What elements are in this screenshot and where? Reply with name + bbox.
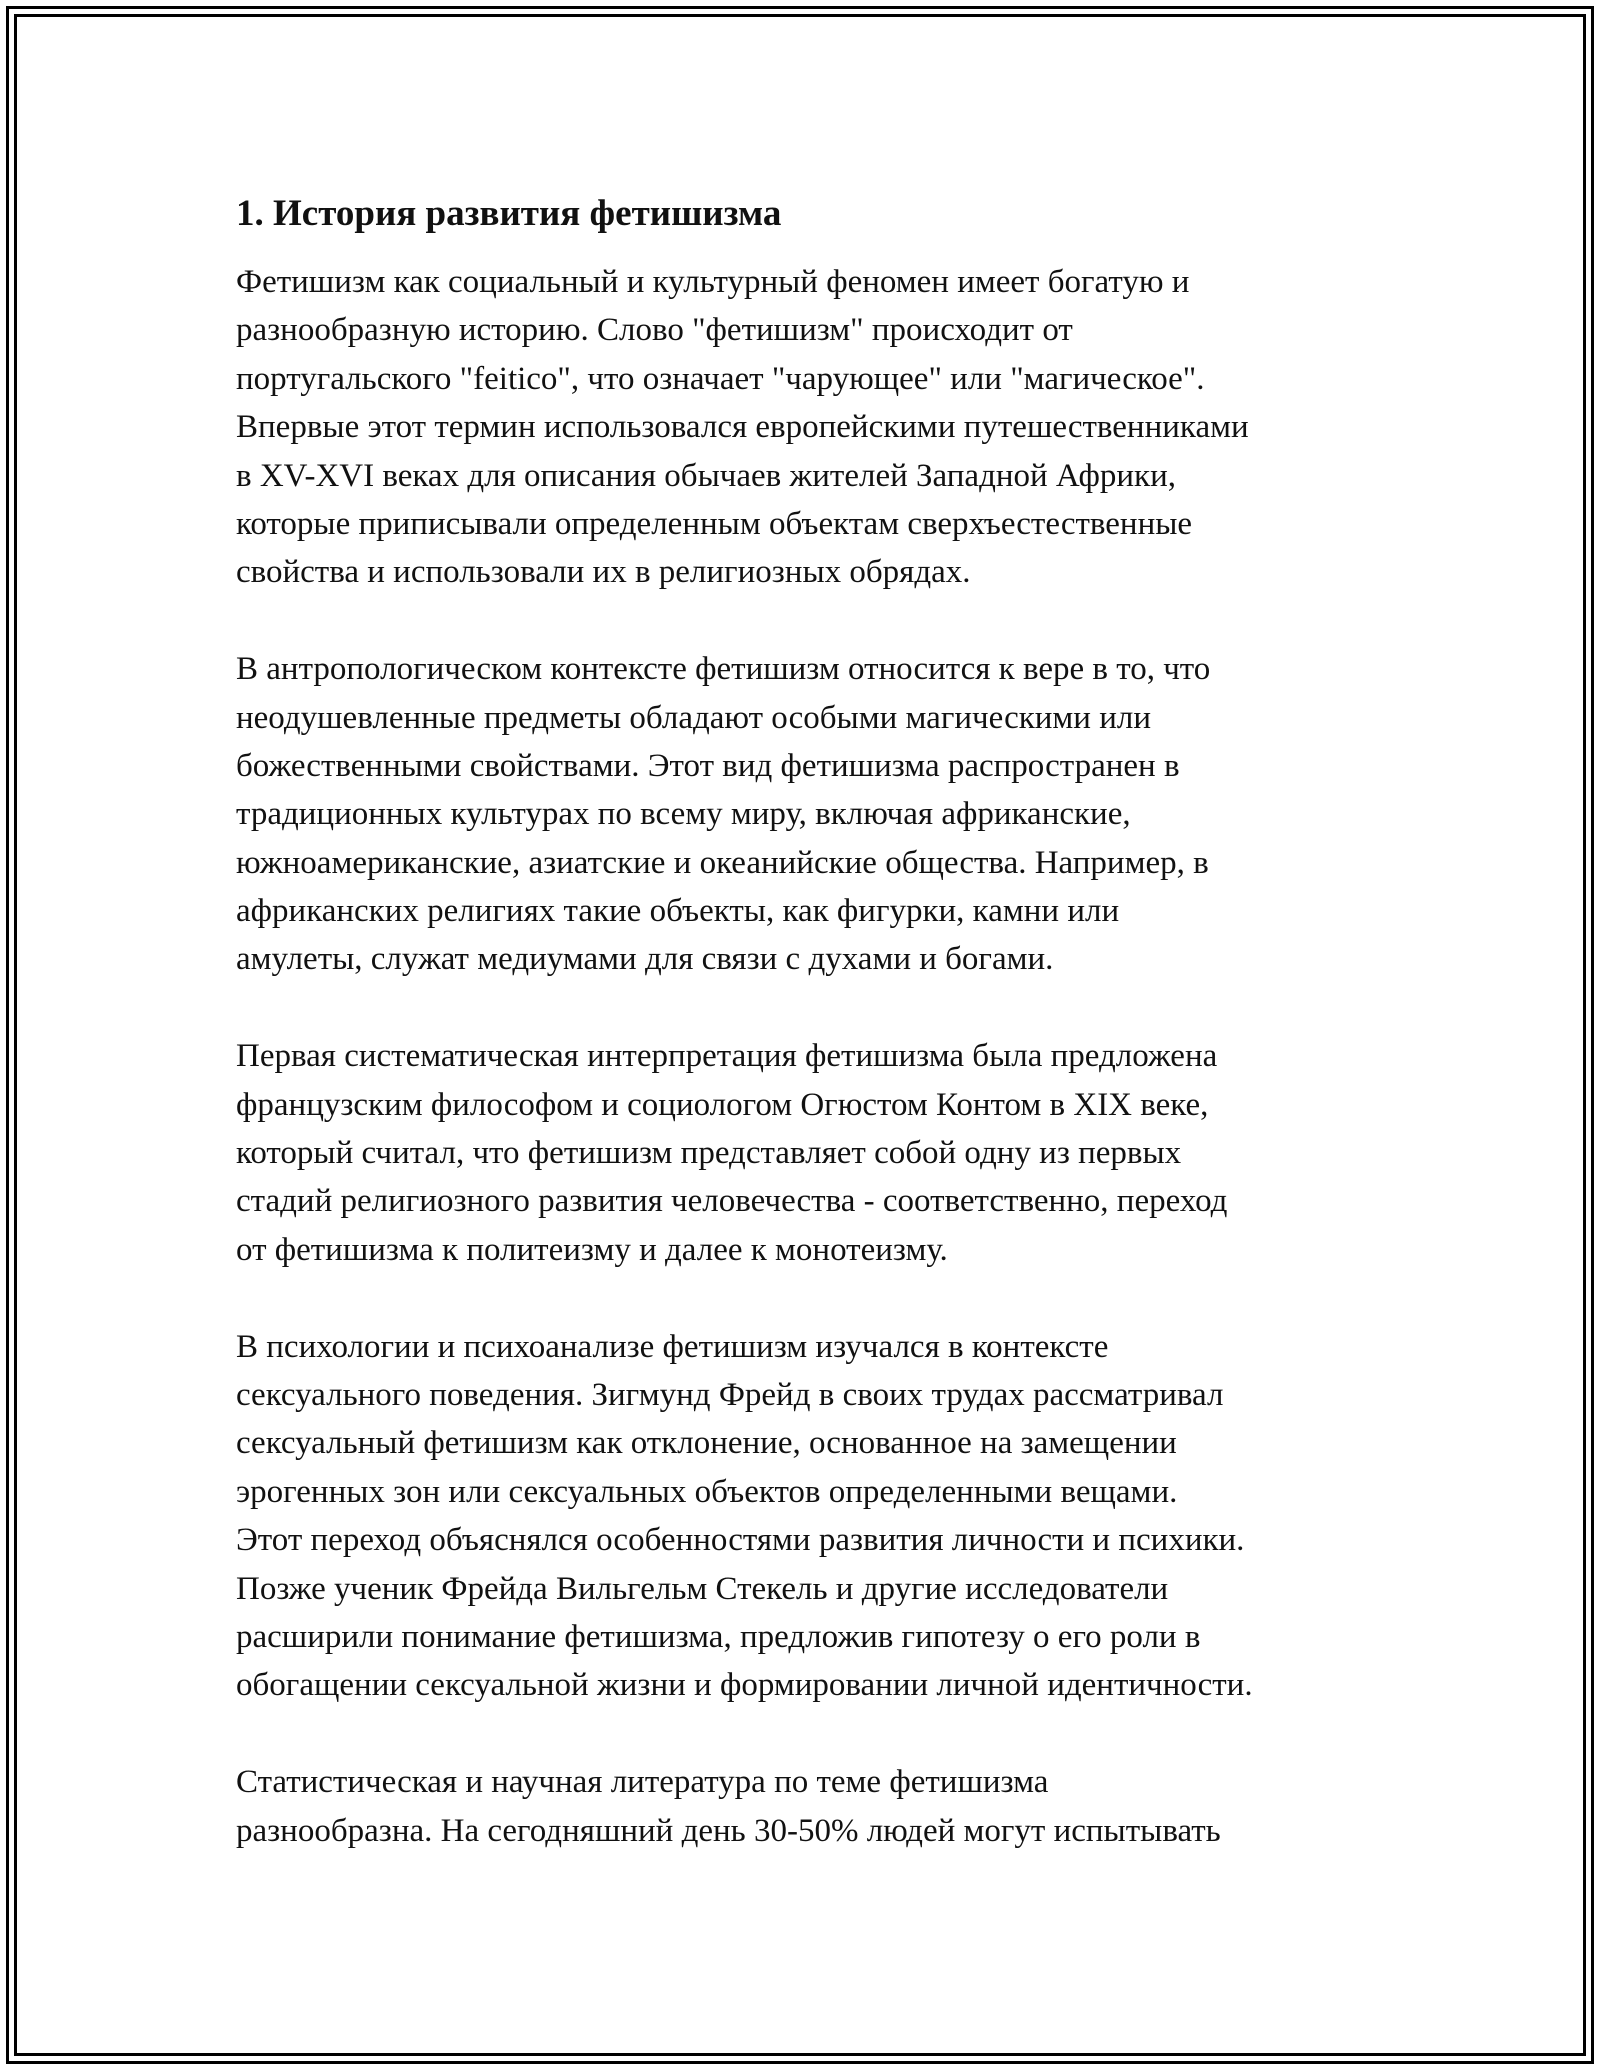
text-line: южноамериканские, азиатские и океанийские общества. Например, в bbox=[236, 844, 1209, 881]
text-line: божественными свойствами. Этот вид фетишизма распространен в bbox=[236, 747, 1180, 784]
body-paragraph bbox=[236, 645, 1386, 984]
text-line: сексуального поведения. Зигмунд Фрейд в своих трудах рассматривал bbox=[236, 1376, 1224, 1413]
text-line: в XV-XVI веках для описания обычаев жителей Западной Африки, bbox=[236, 457, 1176, 494]
body-paragraph bbox=[236, 1758, 1386, 1855]
text-line: Фетишизм как социальный и культурный феномен имеет богатую и bbox=[236, 264, 1190, 300]
text-line: разнообразна. На сегодняшний день 30-50% людей могут испытывать bbox=[236, 1812, 1221, 1849]
body-paragraph bbox=[236, 1032, 1386, 1274]
body-paragraph bbox=[236, 258, 1386, 597]
text-line: разнообразную историю. Слово "фетишизм" происходит от bbox=[236, 312, 1073, 349]
document-page bbox=[236, 188, 1386, 1903]
text-line: стадий религиозного развития человечества - соответственно, переход bbox=[236, 1183, 1228, 1220]
text-line: неодушевленные предметы обладают особыми магическими или bbox=[236, 699, 1152, 736]
text-line: сексуальный фетишизм как отклонение, основанное на замещении bbox=[236, 1425, 1177, 1462]
text-line: португальского "feitico", что означает "чарующее" или "магическое". bbox=[236, 360, 1205, 397]
text-line: традиционных культурах по всему миру, включая африканские, bbox=[236, 796, 1131, 833]
text-line: Статистическая и научная литература по теме фетишизма bbox=[236, 1764, 1049, 1801]
body-paragraph bbox=[236, 1323, 1386, 1710]
text-line: африканских религиях такие объекты, как фигурки, камни или bbox=[236, 893, 1120, 930]
text-line: Впервые этот термин использовался европейскими путешественниками bbox=[236, 409, 1249, 446]
text-line: В антропологическом контексте фетишизм относится к вере в то, что bbox=[236, 651, 1211, 688]
document-body bbox=[236, 258, 1386, 1855]
section-heading: 1. История развития фетишизма bbox=[236, 193, 782, 234]
text-line: эрогенных зон или сексуальных объектов определенными вещами. bbox=[236, 1473, 1178, 1510]
text-line: расширили понимание фетишизма, предложив гипотезу о его роли в bbox=[236, 1618, 1201, 1655]
text-line: который считал, что фетишизм представляет собой одну из первых bbox=[236, 1135, 1182, 1172]
text-line: свойства и использовали их в религиозных обрядах. bbox=[236, 554, 971, 591]
text-line: которые приписывали определенным объектам сверхъестественные bbox=[236, 505, 1193, 542]
text-line: амулеты, служат медиумами для связи с духами и богами. bbox=[236, 941, 1054, 978]
text-line: Позже ученик Фрейда Вильгельм Стекель и другие исследователи bbox=[236, 1570, 1169, 1607]
text-line: Этот переход объяснялся особенностями развития личности и психики. bbox=[236, 1522, 1245, 1559]
text-line: от фетишизма к политеизму и далее к монотеизму. bbox=[236, 1231, 948, 1268]
text-line: обогащении сексуальной жизни и формировании личной идентичности. bbox=[236, 1667, 1253, 1704]
text-line: В психологии и психоанализе фетишизм изучался в контексте bbox=[236, 1328, 1109, 1365]
text-line: французским философом и социологом Огюстом Контом в XIX веке, bbox=[236, 1086, 1209, 1123]
text-line: Первая систематическая интерпретация фетишизма была предложена bbox=[236, 1038, 1218, 1075]
